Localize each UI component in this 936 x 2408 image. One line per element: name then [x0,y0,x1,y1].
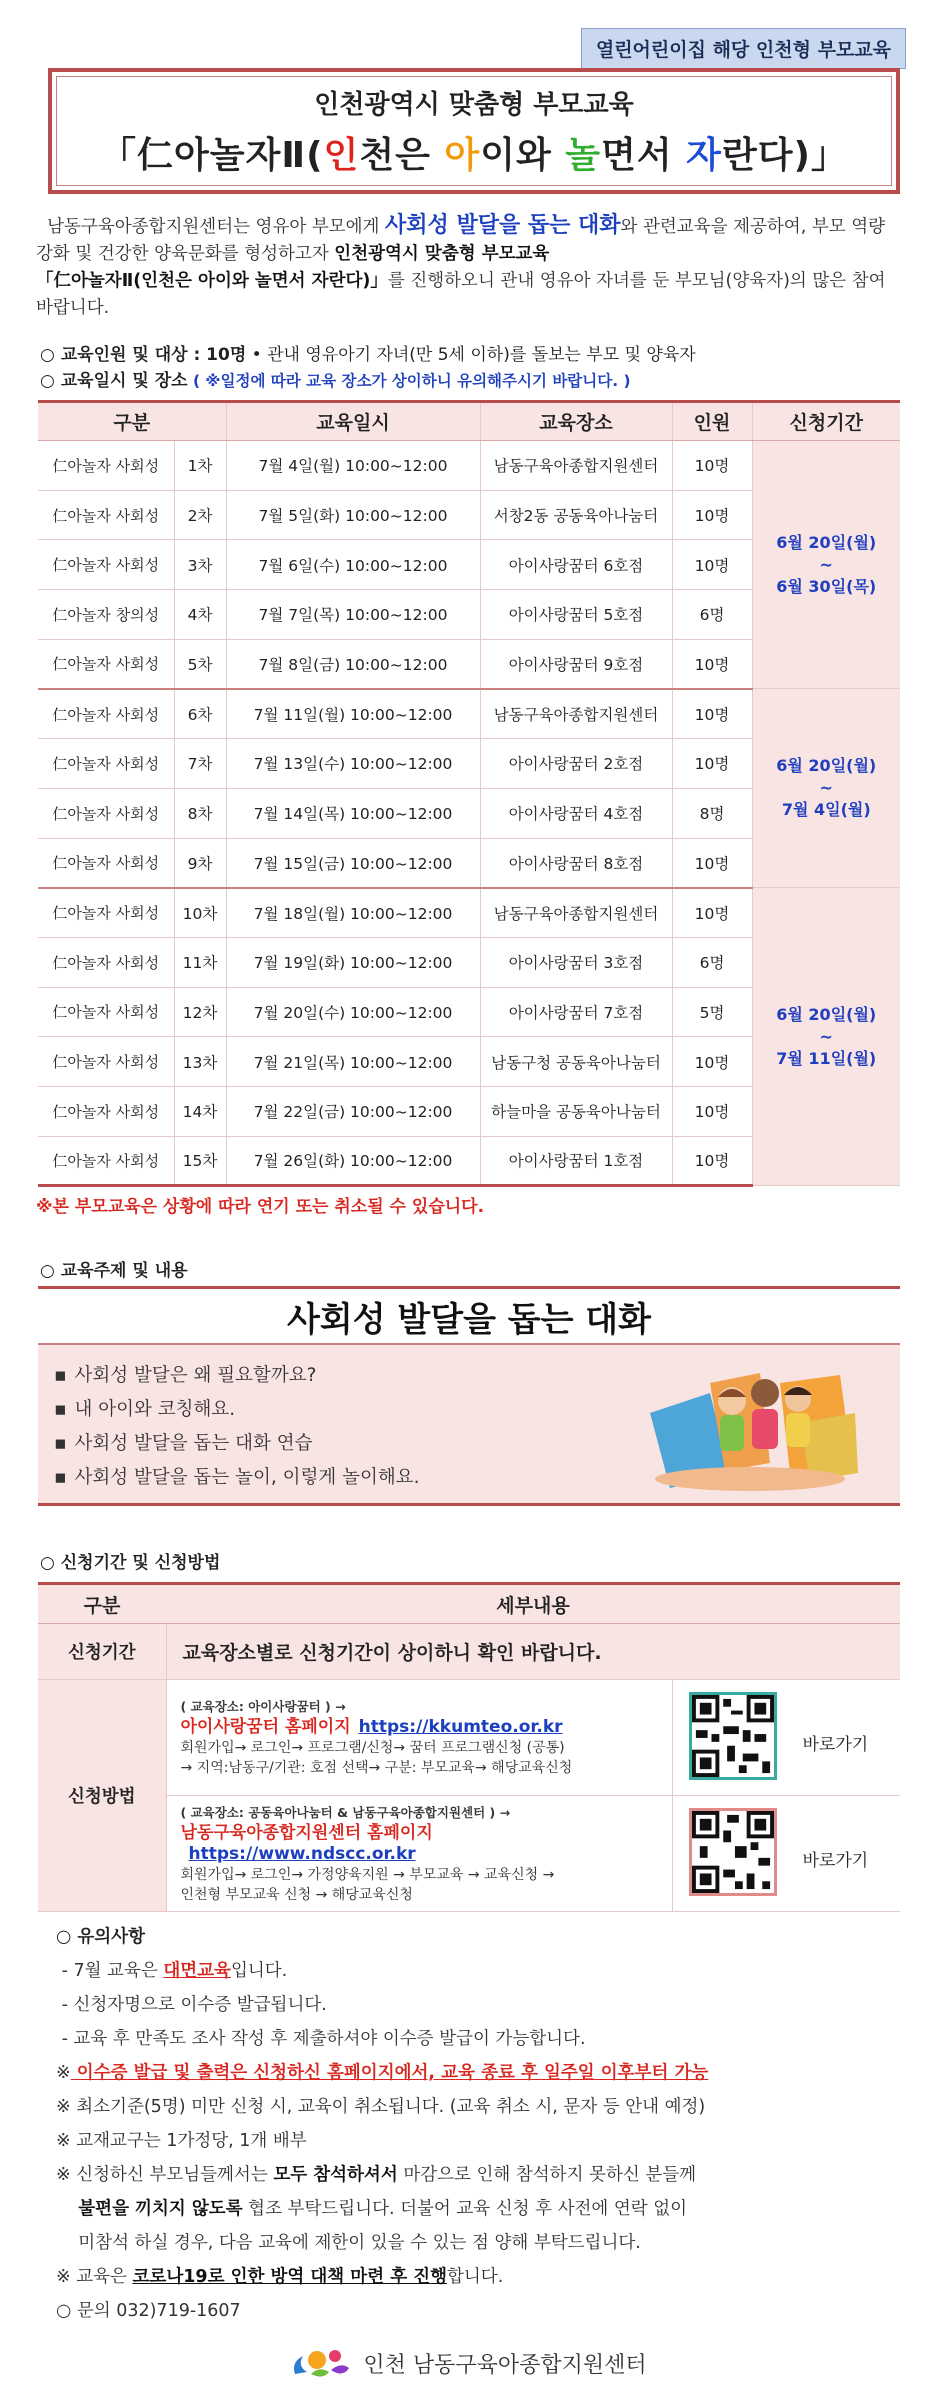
title-line1: 인천광역시 맞춤형 부모교육 [314,90,634,120]
qr-code-icon[interactable] [689,1692,777,1780]
footer [0,2344,936,2382]
place-cell: 하늘마을 공동육아나눔터 [480,1086,672,1136]
go-button[interactable]: 바로가기 [802,1851,869,1871]
period-start: 6월 20일(월) [776,1004,877,1024]
program-name-cell: 仁아놀자 사회성 [38,540,174,590]
count-cell: 10명 [672,1136,752,1186]
round-cell: 3차 [174,540,226,590]
count-cell: 10명 [672,639,752,689]
center-logo-icon [289,2344,353,2382]
program-badge: 열린어린이집 해당 인천형 부모교육 [581,28,906,69]
place-cell: 아이사랑꿈터 3호점 [480,937,672,987]
count-cell: 10명 [672,1086,752,1136]
datetime-cell: 7월 6일(수) 10:00~12:00 [226,540,480,590]
topic-item: ▪ 사회성 발달은 왜 필요할까요? [54,1359,420,1393]
qr-cell-kkumteo [672,1680,900,1796]
period-end: 6월 30일(목) [776,576,877,596]
program-name-cell: 仁아놀자 사회성 [38,937,174,987]
schedule-row [38,441,900,491]
program-name-cell: 仁아놀자 사회성 [38,490,174,540]
info-schedule: ○ 교육일시 및 장소 ( ※일정에 따라 교육 장소가 상이하니 유의해주시기 바랍니다. ) [40,371,631,391]
count-cell: 10명 [672,689,752,739]
datetime-cell: 7월 5일(화) 10:00~12:00 [226,490,480,540]
place-cell: 남동구청 공동육아나눔터 [480,1037,672,1087]
count-cell: 10명 [672,540,752,590]
period-sep: ~ [819,554,833,574]
place-cell: 아이사랑꿈터 4호점 [480,788,672,838]
round-cell: 11차 [174,937,226,987]
place-cell: 서창2동 공동육아나눔터 [480,490,672,540]
round-cell: 6차 [174,689,226,739]
round-cell: 7차 [174,739,226,789]
round-cell: 10차 [174,888,226,938]
schedule-row [38,888,900,938]
topic-item: ▪ 사회성 발달을 돕는 놀이, 이렇게 놀이해요. [54,1461,420,1495]
program-name-cell: 仁아놀자 사회성 [38,639,174,689]
topic-list [54,1359,420,1495]
schedule-table [38,400,900,1187]
count-cell: 5명 [672,987,752,1037]
round-cell: 8차 [174,788,226,838]
program-name-cell: 仁아놀자 사회성 [38,1086,174,1136]
round-cell: 13차 [174,1037,226,1087]
place-cell: 아이사랑꿈터 6호점 [480,540,672,590]
title-box [48,68,900,194]
col-header-category: 구분 [38,402,226,441]
place-cell: 남동구육아종합지원센터 [480,689,672,739]
cancel-notice: ※본 부모교육은 상황에 따라 연기 또는 취소될 수 있습니다. [36,1197,485,1217]
datetime-cell: 7월 26일(화) 10:00~12:00 [226,1136,480,1186]
datetime-cell: 7월 19일(화) 10:00~12:00 [226,937,480,987]
topic-section-label: ○ 교육주제 및 내용 [40,1261,188,1281]
apply-table [38,1582,900,1912]
kkumteo-link[interactable]: https://kkumteo.or.kr [358,1717,563,1737]
place-cell: 남동구육아종합지원센터 [480,888,672,938]
col-header-count: 인원 [672,402,752,441]
contact-phone: ○ 문의 032)719-1607 [56,2301,241,2321]
round-cell: 9차 [174,838,226,888]
place-cell: 아이사랑꿈터 5호점 [480,590,672,640]
datetime-cell: 7월 8일(금) 10:00~12:00 [226,639,480,689]
topic-item: ▪ 사회성 발달을 돕는 대화 연습 [54,1427,420,1461]
round-cell: 14차 [174,1086,226,1136]
datetime-cell: 7월 15일(금) 10:00~12:00 [226,838,480,888]
count-cell: 10명 [672,838,752,888]
place-cell: 남동구육아종합지원센터 [480,441,672,491]
count-cell: 10명 [672,739,752,789]
program-name-cell: 仁아놀자 사회성 [38,739,174,789]
schedule-row [38,689,900,739]
count-cell: 6명 [672,590,752,640]
count-cell: 10명 [672,888,752,938]
datetime-cell: 7월 7일(목) 10:00~12:00 [226,590,480,640]
go-button[interactable]: 바로가기 [802,1735,869,1755]
datetime-cell: 7월 22일(금) 10:00~12:00 [226,1086,480,1136]
program-name-cell: 仁아놀자 사회성 [38,441,174,491]
title-line2: 「仁아놀자Ⅱ(인천은 아이와 놀면서 자란다)」 [100,135,848,176]
place-cell: 아이사랑꿈터 7호점 [480,987,672,1037]
datetime-cell: 7월 4일(월) 10:00~12:00 [226,441,480,491]
notes-title: ○ 유의사항 [56,1927,145,1947]
datetime-cell: 7월 13일(수) 10:00~12:00 [226,739,480,789]
count-cell: 6명 [672,937,752,987]
period-end: 7월 4일(월) [781,800,871,820]
round-cell: 5차 [174,639,226,689]
round-cell: 15차 [174,1136,226,1186]
program-logo: 仁아놀자Ⅱ [137,135,307,176]
period-sep: ~ [819,778,833,798]
place-cell: 아이사랑꿈터 2호점 [480,739,672,789]
apply-header-category: 구분 [38,1584,166,1624]
apply-header-details: 세부내용 [166,1584,900,1624]
period-end: 7월 11일(월) [776,1048,877,1068]
ndscc-link[interactable]: https://www.ndscc.or.kr [188,1843,416,1864]
program-name-cell: 仁아놀자 사회성 [38,1136,174,1186]
period-start: 6월 20일(월) [776,532,877,552]
period-start: 6월 20일(월) [776,756,877,776]
topic-item: ▪ 내 아이와 코칭해요. [54,1393,420,1427]
application-period-cell [752,689,900,888]
datetime-cell: 7월 18일(월) 10:00~12:00 [226,888,480,938]
apply-section-label: ○ 신청기간 및 신청방법 [40,1553,221,1573]
datetime-cell: 7월 14일(목) 10:00~12:00 [226,788,480,838]
program-name-cell: 仁아놀자 사회성 [38,689,174,739]
notes-section: ○ 유의사항 - 7월 교육은 대면교육입니다. - 신청자명으로 이수증 발급됩니다. - 교육 후 만족도 조사 작성 후 제출하셔야 이수증 발급이 가능합니다. ※ 이수증 발급 및 출력은 신청하신 홈페이지에서, 교육 종료 후 일주일 이후부터 가능 ※ 최소기준(5명) 미만 신청 시, 교육이 취소됩니다. (교육 취소 시, 문자 등 안내 예정) ※ 교재교구는 1가정당, 1개 배부 ※ 신청하신 부모님들께서는 모두 참석하셔서 마감으로 인해 참석하지 못하신 분들께 불편을 끼치지 않도록 협조 부탁드립니다. 더불어 교육 신청 후 사전에 연락 없이 미참석 하실 경우, 다음 교육에 제한이 있을 수 있는 점 양해 부탁드립니다. ※ 교육은 코로나19로 인한 방역 대책 마련 후 진행합니다. ○ 문의 032)719-1607 [56,1920,708,2328]
apply-method-label: 신청방법 [38,1680,166,1912]
children-hands-illustration [640,1353,860,1495]
period-sep: ~ [819,1026,833,1046]
datetime-cell: 7월 11일(월) 10:00~12:00 [226,689,480,739]
datetime-cell: 7월 21일(목) 10:00~12:00 [226,1037,480,1087]
program-name-cell: 仁아놀자 사회성 [38,788,174,838]
round-cell: 1차 [174,441,226,491]
center-name: 인천 남동구육아종합지원센터 [363,2352,647,2378]
count-cell: 10명 [672,441,752,491]
count-cell: 8명 [672,788,752,838]
program-name-cell: 仁아놀자 창의성 [38,590,174,640]
place-cell: 아이사랑꿈터 9호점 [480,639,672,689]
count-cell: 10명 [672,1037,752,1087]
apply-method-kkumteo: ( 교육장소: 아이사랑꿈터 ) → 아이사랑꿈터 홈페이지 https://kkumteo.or.kr 회원가입→ 로그인→ 프로그램/신청→ 꿈터 프로그램신청 (공통) → 지역:남동구/기관: 호점 선택→ 구분: 부모교육→ 해당교육신청 [166,1680,672,1796]
col-header-period: 신청기간 [752,402,900,441]
apply-method-ndscc: ( 교육장소: 공동육아나눔터 & 남동구육아종합지원센터 ) → 남동구육아종합지원센터 홈페이지https://www.ndscc.or.kr 회원가입→ 로그인→ 가정양육지원 → 부모교육 → 교육신청 → 인천형 부모교육 신청 → 해당교육신청 [166,1796,672,1912]
datetime-cell: 7월 20일(수) 10:00~12:00 [226,987,480,1037]
topic-title: 사회성 발달을 돕는 대화 [38,1289,900,1345]
qr-code-icon[interactable] [689,1808,777,1896]
application-period-cell [752,888,900,1186]
program-name-cell: 仁아놀자 사회성 [38,838,174,888]
round-cell: 12차 [174,987,226,1037]
apply-period-label: 신청기간 [38,1624,166,1680]
intro-paragraph: 남동구육아종합지원센터는 영유아 부모에게 사회성 발달을 돕는 대화와 관련교육을 제공하여, 부모 역량 강화 및 건강한 양육문화를 형성하고자 인천광역시 맞춤형 부모교육 「仁아놀자Ⅱ(인천은 아이와 놀면서 자란다)」를 진행하오니 관내 영유아 자녀를 둔 부모님(양육자)의 많은 참여 바랍니다. [36,213,886,318]
topic-box [38,1286,900,1506]
application-period-cell [752,441,900,689]
info-target: ○ 교육인원 및 대상 : 10명 • 관내 영유아기 자녀(만 5세 이하)를 돌보는 부모 및 양육자 [40,345,696,365]
round-cell: 4차 [174,590,226,640]
place-cell: 아이사랑꿈터 1호점 [480,1136,672,1186]
col-header-datetime: 교육일시 [226,402,480,441]
count-cell: 10명 [672,490,752,540]
program-name-cell: 仁아놀자 사회성 [38,987,174,1037]
col-header-place: 교육장소 [480,402,672,441]
place-cell: 아이사랑꿈터 8호점 [480,838,672,888]
apply-period-text: 교육장소별로 신청기간이 상이하니 확인 바랍니다. [166,1624,900,1680]
program-name-cell: 仁아놀자 사회성 [38,888,174,938]
qr-cell-ndscc [672,1796,900,1912]
program-name-cell: 仁아놀자 사회성 [38,1037,174,1087]
round-cell: 2차 [174,490,226,540]
